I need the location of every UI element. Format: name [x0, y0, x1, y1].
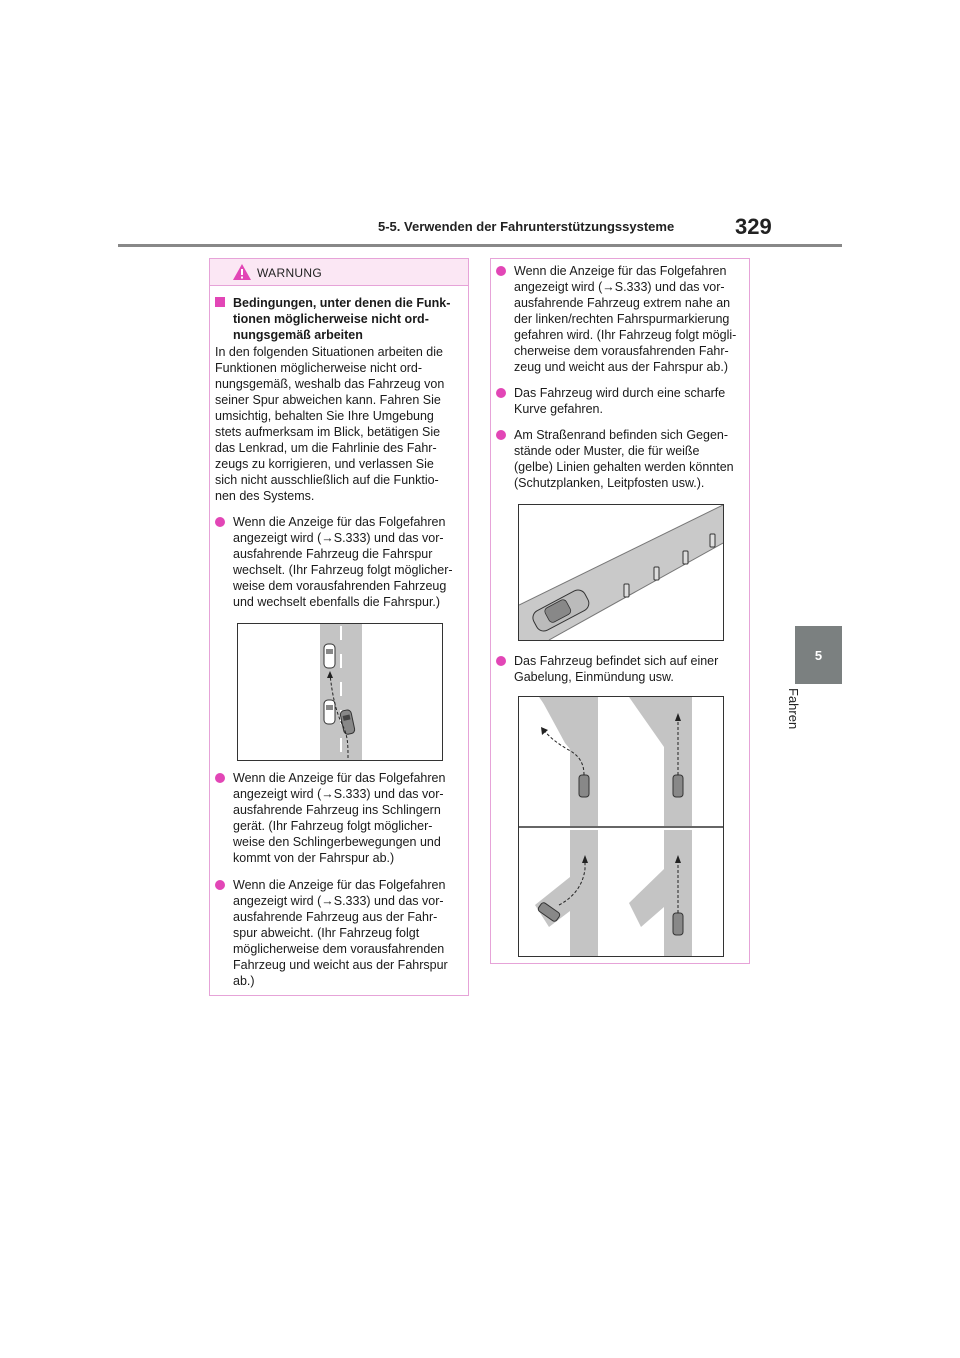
lane-change-illustration [238, 624, 442, 760]
warning-title: WARNUNG [257, 266, 322, 280]
roadside-posts-illustration [519, 505, 723, 640]
list-item: Das Fahrzeug wird durch eine scharfe Kurve gefahren. [496, 385, 746, 417]
list-item: Wenn die Anzeige für das Folgefahren angezeigt wird (→S.333) und das vor- ausfahrende Fahrzeug extrem nahe an der linken/rechten Fahrspurmarkierung gefahren wird. (Ihr Fahrzeug folgt mögli- cherweise dem vorausfahrenden Fahr- zeug und weicht aus der Fahrspur ab.) [496, 263, 746, 375]
header-divider [118, 244, 842, 247]
forks-junctions-illustration [519, 697, 723, 956]
figure-lane-change [237, 623, 443, 761]
warning-box-left [209, 258, 469, 996]
figure-forks-junctions [518, 696, 724, 957]
section-title: 5-5. Verwenden der Fahrunterstützungssysteme [378, 219, 675, 234]
list-item: Wenn die Anzeige für das Folgefahren angezeigt wird (→S.333) und das vor- ausfahrende Fahrzeug ins Schlingern gerät. (Ihr Fahrzeug folgt möglicher- weise den Schlingerbewegungen und kommt von der Fahrspur ab.) [215, 770, 465, 866]
list-item: Wenn die Anzeige für das Folgefahren angezeigt wird (→S.333) und das vor- ausfahrende Fahrzeug die Fahrspur wechselt. (Ihr Fahrzeug folgt möglicher- weise dem vorausfahrenden Fahrzeug und wechselt ebenfalls die Fahrspur.) [215, 514, 465, 610]
square-bullet-icon [215, 297, 225, 307]
chapter-tab [795, 626, 842, 684]
bullet-icon [215, 880, 225, 890]
bullet-icon [496, 388, 506, 398]
chapter-number: 5 [814, 647, 823, 663]
list-item: Das Fahrzeug befindet sich auf einer Gabelung, Einmündung usw. [496, 653, 746, 685]
bullet-icon [215, 773, 225, 783]
car-icon [673, 775, 683, 797]
figure-roadside-posts [518, 504, 724, 641]
page-number: 329 [735, 214, 772, 239]
bullet-icon [215, 517, 225, 527]
list-item: Wenn die Anzeige für das Folgefahren angezeigt wird (→S.333) und das vor- ausfahrende Fahrzeug aus der Fahr- spur abweicht. (Ihr Fahrzeug folgt möglicherweise dem vorausfahrenden Fahrzeug und weicht aus der Fahrspur ab.) [215, 877, 465, 989]
car-icon [324, 700, 335, 724]
list-item: Am Straßenrand befinden sich Gegen- stände oder Muster, die für weiße (gelbe) Linien gehalten werden könnten (Schutzplanken, Leitpfosten usw.). [496, 427, 746, 491]
car-icon [324, 644, 335, 668]
car-icon [673, 913, 683, 935]
warning-box-right [490, 258, 750, 964]
bullet-icon [496, 656, 506, 666]
warning-intro: In den folgenden Situationen arbeiten die Funktionen möglicherweise nicht ord- nungsgemäß, weshalb das Fahrzeug von seiner Spur abweichen kann. Fahren Sie umsichtig, behalten Sie Ihre Umgebung stets aufmerksam im Blick, betätigen Sie das Lenkrad, um die Fahrlinie des Fahr- zeugs zu korrigieren, und verlassen Sie sich nicht ausschließlich auf die Funktio- nen des Systems. [215, 345, 445, 503]
bullet-icon [496, 266, 506, 276]
warning-triangle-icon [232, 263, 252, 281]
warning-heading: Bedingungen, unter denen die Funk- tionen möglicherweise nicht ord- nungsgemäß arbeiten [215, 295, 465, 343]
warning-header [210, 259, 468, 286]
car-icon [579, 775, 589, 797]
bullet-icon [496, 430, 506, 440]
chapter-label: Fahren [786, 688, 801, 730]
